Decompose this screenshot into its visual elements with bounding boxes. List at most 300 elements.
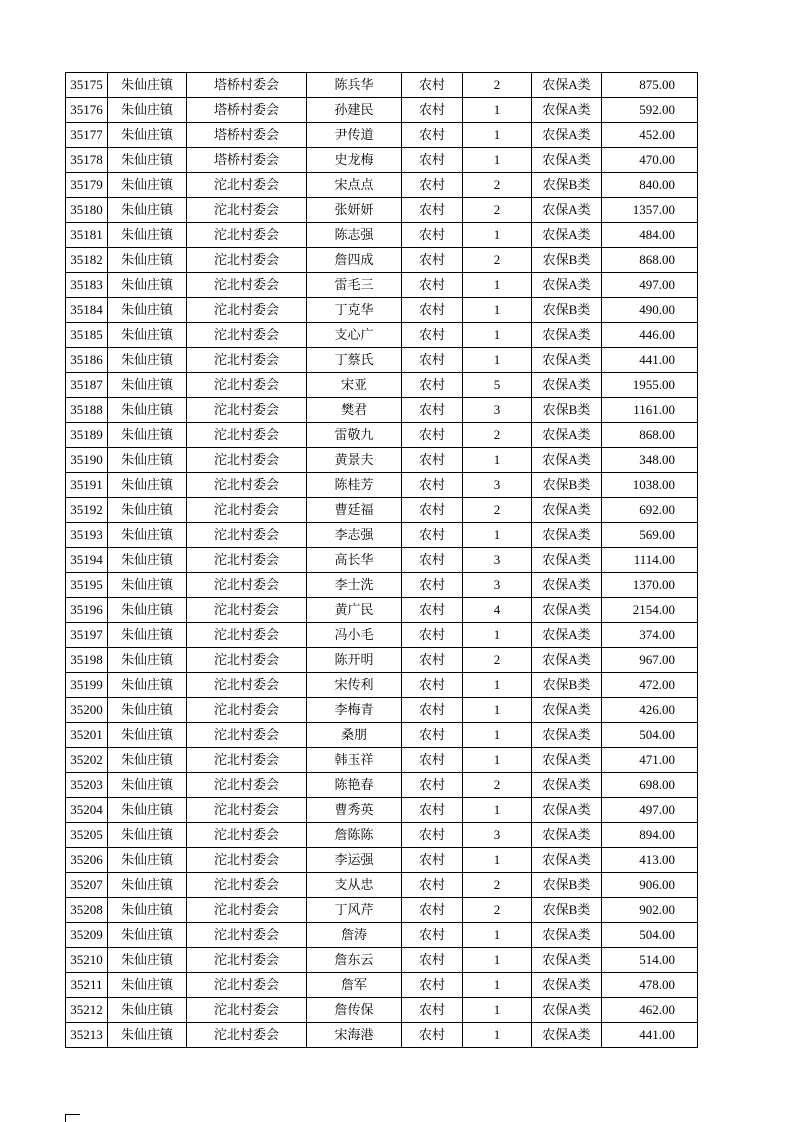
cell-amount: 472.00	[602, 673, 698, 698]
cell-residence-type: 农村	[402, 623, 463, 648]
cell-id: 35212	[66, 998, 108, 1023]
cell-person-name: 詹陈陈	[307, 823, 402, 848]
cell-village-committee: 沱北村委会	[187, 173, 307, 198]
cell-person-count: 1	[463, 698, 532, 723]
cell-id: 35186	[66, 348, 108, 373]
cell-person-name: 曹廷福	[307, 498, 402, 523]
cell-person-count: 3	[463, 473, 532, 498]
table-row	[66, 798, 698, 823]
cell-person-name: 李士洗	[307, 573, 402, 598]
cell-town: 朱仙庄镇	[108, 623, 187, 648]
table-row	[66, 423, 698, 448]
cell-person-count: 3	[463, 823, 532, 848]
cell-person-count: 3	[463, 398, 532, 423]
cell-town: 朱仙庄镇	[108, 798, 187, 823]
cell-id: 35194	[66, 548, 108, 573]
cell-town: 朱仙庄镇	[108, 973, 187, 998]
cell-town: 朱仙庄镇	[108, 448, 187, 473]
cell-residence-type: 农村	[402, 323, 463, 348]
table-row	[66, 148, 698, 173]
cell-amount: 497.00	[602, 273, 698, 298]
cell-town: 朱仙庄镇	[108, 873, 187, 898]
cell-village-committee: 沱北村委会	[187, 748, 307, 773]
cell-amount: 374.00	[602, 623, 698, 648]
cell-residence-type: 农村	[402, 748, 463, 773]
cell-person-count: 2	[463, 898, 532, 923]
cell-id: 35211	[66, 973, 108, 998]
cell-id: 35210	[66, 948, 108, 973]
cell-id: 35200	[66, 698, 108, 723]
cell-id: 35198	[66, 648, 108, 673]
cell-insurance-category: 农保B类	[532, 248, 602, 273]
table-row	[66, 373, 698, 398]
cell-insurance-category: 农保A类	[532, 948, 602, 973]
table-row	[66, 623, 698, 648]
cell-id: 35177	[66, 123, 108, 148]
cell-village-committee: 沱北村委会	[187, 373, 307, 398]
cell-person-count: 1	[463, 273, 532, 298]
cell-residence-type: 农村	[402, 998, 463, 1023]
cell-insurance-category: 农保A类	[532, 498, 602, 523]
cell-person-count: 1	[463, 673, 532, 698]
cell-insurance-category: 农保A类	[532, 1023, 602, 1048]
cell-town: 朱仙庄镇	[108, 648, 187, 673]
cell-village-committee: 沱北村委会	[187, 548, 307, 573]
cell-person-name: 黄景夫	[307, 448, 402, 473]
cell-town: 朱仙庄镇	[108, 573, 187, 598]
cell-town: 朱仙庄镇	[108, 948, 187, 973]
cell-residence-type: 农村	[402, 773, 463, 798]
cell-village-committee: 沱北村委会	[187, 273, 307, 298]
cell-town: 朱仙庄镇	[108, 248, 187, 273]
cell-person-name: 樊君	[307, 398, 402, 423]
cell-person-name: 孙建民	[307, 98, 402, 123]
cell-residence-type: 农村	[402, 298, 463, 323]
cell-id: 35207	[66, 873, 108, 898]
cell-residence-type: 农村	[402, 248, 463, 273]
cell-town: 朱仙庄镇	[108, 323, 187, 348]
cell-person-name: 陈志强	[307, 223, 402, 248]
cell-amount: 592.00	[602, 98, 698, 123]
cell-person-count: 4	[463, 598, 532, 623]
cell-insurance-category: 农保B类	[532, 298, 602, 323]
cell-insurance-category: 农保A类	[532, 73, 602, 98]
cell-person-count: 2	[463, 73, 532, 98]
cell-amount: 894.00	[602, 823, 698, 848]
cell-town: 朱仙庄镇	[108, 523, 187, 548]
cell-residence-type: 农村	[402, 198, 463, 223]
cell-amount: 470.00	[602, 148, 698, 173]
cell-village-committee: 沱北村委会	[187, 873, 307, 898]
cell-person-name: 韩玉祥	[307, 748, 402, 773]
table-row	[66, 598, 698, 623]
cell-person-count: 2	[463, 648, 532, 673]
table-body	[66, 73, 698, 1048]
cell-id: 35181	[66, 223, 108, 248]
cell-person-count: 2	[463, 498, 532, 523]
cell-town: 朱仙庄镇	[108, 848, 187, 873]
cell-town: 朱仙庄镇	[108, 173, 187, 198]
cell-amount: 1370.00	[602, 573, 698, 598]
cell-village-committee: 沱北村委会	[187, 573, 307, 598]
cell-insurance-category: 农保A类	[532, 773, 602, 798]
cell-residence-type: 农村	[402, 148, 463, 173]
table-row	[66, 523, 698, 548]
cell-insurance-category: 农保B类	[532, 173, 602, 198]
cell-residence-type: 农村	[402, 473, 463, 498]
cell-village-committee: 沱北村委会	[187, 248, 307, 273]
cell-amount: 1161.00	[602, 398, 698, 423]
cell-town: 朱仙庄镇	[108, 998, 187, 1023]
cell-residence-type: 农村	[402, 173, 463, 198]
cell-id: 35203	[66, 773, 108, 798]
table-row	[66, 698, 698, 723]
cell-person-count: 1	[463, 948, 532, 973]
cell-village-committee: 沱北村委会	[187, 498, 307, 523]
cell-person-name: 高长华	[307, 548, 402, 573]
cell-village-committee: 沱北村委会	[187, 973, 307, 998]
cell-person-name: 丁克华	[307, 298, 402, 323]
cell-person-name: 雷毛三	[307, 273, 402, 298]
cell-person-name: 詹涛	[307, 923, 402, 948]
cell-residence-type: 农村	[402, 423, 463, 448]
cell-residence-type: 农村	[402, 98, 463, 123]
cell-person-name: 李梅青	[307, 698, 402, 723]
cell-residence-type: 农村	[402, 273, 463, 298]
cell-person-count: 2	[463, 873, 532, 898]
table-row	[66, 348, 698, 373]
cell-insurance-category: 农保A类	[532, 423, 602, 448]
cell-amount: 452.00	[602, 123, 698, 148]
cell-id: 35206	[66, 848, 108, 873]
cell-amount: 875.00	[602, 73, 698, 98]
cell-person-name: 陈开明	[307, 648, 402, 673]
cell-insurance-category: 农保A类	[532, 373, 602, 398]
cell-insurance-category: 农保A类	[532, 698, 602, 723]
cell-town: 朱仙庄镇	[108, 123, 187, 148]
cell-village-committee: 沱北村委会	[187, 523, 307, 548]
cell-person-name: 丁风芹	[307, 898, 402, 923]
table-row	[66, 1023, 698, 1048]
table-row	[66, 548, 698, 573]
cell-person-count: 1	[463, 748, 532, 773]
cell-id: 35192	[66, 498, 108, 523]
cell-person-count: 1	[463, 98, 532, 123]
cell-amount: 1357.00	[602, 198, 698, 223]
cell-amount: 441.00	[602, 348, 698, 373]
cell-insurance-category: 农保A类	[532, 723, 602, 748]
table-row	[66, 648, 698, 673]
cell-person-count: 1	[463, 323, 532, 348]
table-row	[66, 473, 698, 498]
cell-insurance-category: 农保A类	[532, 998, 602, 1023]
cell-village-committee: 塔桥村委会	[187, 73, 307, 98]
table-row	[66, 273, 698, 298]
cell-person-count: 1	[463, 623, 532, 648]
table-row	[66, 973, 698, 998]
cell-town: 朱仙庄镇	[108, 923, 187, 948]
cell-town: 朱仙庄镇	[108, 773, 187, 798]
cell-amount: 906.00	[602, 873, 698, 898]
cell-insurance-category: 农保B类	[532, 873, 602, 898]
cell-residence-type: 农村	[402, 498, 463, 523]
cell-id: 35199	[66, 673, 108, 698]
cell-amount: 462.00	[602, 998, 698, 1023]
table-row	[66, 748, 698, 773]
cell-id: 35208	[66, 898, 108, 923]
cell-insurance-category: 农保A类	[532, 573, 602, 598]
cell-village-committee: 沱北村委会	[187, 298, 307, 323]
cell-town: 朱仙庄镇	[108, 98, 187, 123]
cell-village-committee: 沱北村委会	[187, 198, 307, 223]
cell-person-count: 3	[463, 573, 532, 598]
cell-residence-type: 农村	[402, 73, 463, 98]
cell-id: 35187	[66, 373, 108, 398]
table-row	[66, 723, 698, 748]
cell-amount: 2154.00	[602, 598, 698, 623]
cell-person-name: 史龙梅	[307, 148, 402, 173]
cell-town: 朱仙庄镇	[108, 823, 187, 848]
cell-village-committee: 塔桥村委会	[187, 148, 307, 173]
cell-amount: 868.00	[602, 248, 698, 273]
cell-amount: 868.00	[602, 423, 698, 448]
cell-insurance-category: 农保A类	[532, 748, 602, 773]
cell-town: 朱仙庄镇	[108, 148, 187, 173]
cell-residence-type: 农村	[402, 398, 463, 423]
cell-id: 35201	[66, 723, 108, 748]
table-row	[66, 248, 698, 273]
cell-town: 朱仙庄镇	[108, 198, 187, 223]
cell-id: 35175	[66, 73, 108, 98]
cell-village-committee: 沱北村委会	[187, 348, 307, 373]
cell-residence-type: 农村	[402, 523, 463, 548]
cell-residence-type: 农村	[402, 548, 463, 573]
cell-amount: 490.00	[602, 298, 698, 323]
table-row	[66, 98, 698, 123]
table-row	[66, 398, 698, 423]
cell-insurance-category: 农保A类	[532, 623, 602, 648]
cell-person-count: 1	[463, 298, 532, 323]
cell-amount: 426.00	[602, 698, 698, 723]
cell-village-committee: 塔桥村委会	[187, 123, 307, 148]
cell-id: 35189	[66, 423, 108, 448]
cell-residence-type: 农村	[402, 823, 463, 848]
cell-residence-type: 农村	[402, 898, 463, 923]
cell-insurance-category: 农保A类	[532, 323, 602, 348]
cell-amount: 902.00	[602, 898, 698, 923]
cell-village-committee: 沱北村委会	[187, 398, 307, 423]
cell-person-count: 1	[463, 923, 532, 948]
cell-residence-type: 农村	[402, 373, 463, 398]
cell-town: 朱仙庄镇	[108, 548, 187, 573]
cell-id: 35193	[66, 523, 108, 548]
cell-person-name: 詹传保	[307, 998, 402, 1023]
cell-insurance-category: 农保A类	[532, 848, 602, 873]
cell-person-name: 支心广	[307, 323, 402, 348]
cell-person-name: 李志强	[307, 523, 402, 548]
cell-village-committee: 沱北村委会	[187, 473, 307, 498]
cell-residence-type: 农村	[402, 723, 463, 748]
cell-amount: 569.00	[602, 523, 698, 548]
cell-town: 朱仙庄镇	[108, 898, 187, 923]
cell-person-name: 黄广民	[307, 598, 402, 623]
cell-person-name: 陈艳春	[307, 773, 402, 798]
cell-insurance-category: 农保B类	[532, 473, 602, 498]
cell-town: 朱仙庄镇	[108, 423, 187, 448]
cell-insurance-category: 农保A类	[532, 598, 602, 623]
cell-person-name: 詹东云	[307, 948, 402, 973]
cell-village-committee: 沱北村委会	[187, 323, 307, 348]
cell-person-count: 1	[463, 448, 532, 473]
cell-insurance-category: 农保A类	[532, 198, 602, 223]
cell-person-name: 李运强	[307, 848, 402, 873]
cell-id: 35184	[66, 298, 108, 323]
cell-village-committee: 沱北村委会	[187, 848, 307, 873]
cell-village-committee: 沱北村委会	[187, 448, 307, 473]
cell-amount: 413.00	[602, 848, 698, 873]
cell-insurance-category: 农保A类	[532, 923, 602, 948]
cell-residence-type: 农村	[402, 1023, 463, 1048]
cell-id: 35190	[66, 448, 108, 473]
cell-person-count: 1	[463, 148, 532, 173]
cell-insurance-category: 农保A类	[532, 273, 602, 298]
cell-amount: 471.00	[602, 748, 698, 773]
cell-person-name: 宋点点	[307, 173, 402, 198]
cell-residence-type: 农村	[402, 673, 463, 698]
cell-amount: 967.00	[602, 648, 698, 673]
cell-insurance-category: 农保A类	[532, 973, 602, 998]
cell-id: 35209	[66, 923, 108, 948]
cell-person-count: 5	[463, 373, 532, 398]
cell-village-committee: 沱北村委会	[187, 623, 307, 648]
cell-residence-type: 农村	[402, 973, 463, 998]
cell-person-count: 2	[463, 423, 532, 448]
benefits-table	[65, 72, 698, 1048]
cell-id: 35180	[66, 198, 108, 223]
cell-residence-type: 农村	[402, 348, 463, 373]
cell-village-committee: 沱北村委会	[187, 773, 307, 798]
cell-town: 朱仙庄镇	[108, 348, 187, 373]
cell-town: 朱仙庄镇	[108, 673, 187, 698]
cell-village-committee: 沱北村委会	[187, 898, 307, 923]
cell-person-count: 2	[463, 248, 532, 273]
cell-amount: 692.00	[602, 498, 698, 523]
cell-village-committee: 沱北村委会	[187, 673, 307, 698]
cell-amount: 504.00	[602, 723, 698, 748]
cell-insurance-category: 农保A类	[532, 548, 602, 573]
cell-person-count: 1	[463, 348, 532, 373]
cell-town: 朱仙庄镇	[108, 598, 187, 623]
cell-village-committee: 沱北村委会	[187, 798, 307, 823]
cell-residence-type: 农村	[402, 923, 463, 948]
cell-town: 朱仙庄镇	[108, 1023, 187, 1048]
cell-village-committee: 沱北村委会	[187, 423, 307, 448]
cell-amount: 514.00	[602, 948, 698, 973]
cell-insurance-category: 农保B类	[532, 673, 602, 698]
cell-insurance-category: 农保A类	[532, 148, 602, 173]
cell-amount: 1955.00	[602, 373, 698, 398]
table-row	[66, 448, 698, 473]
cell-town: 朱仙庄镇	[108, 298, 187, 323]
cell-person-name: 冯小毛	[307, 623, 402, 648]
table-row	[66, 848, 698, 873]
table-row	[66, 923, 698, 948]
cell-village-committee: 塔桥村委会	[187, 98, 307, 123]
table-row	[66, 123, 698, 148]
cell-person-count: 1	[463, 523, 532, 548]
cell-village-committee: 沱北村委会	[187, 948, 307, 973]
table-row	[66, 173, 698, 198]
cell-residence-type: 农村	[402, 873, 463, 898]
cell-village-committee: 沱北村委会	[187, 1023, 307, 1048]
cell-id: 35176	[66, 98, 108, 123]
cell-person-name: 詹军	[307, 973, 402, 998]
cell-amount: 348.00	[602, 448, 698, 473]
cell-residence-type: 农村	[402, 798, 463, 823]
table-row	[66, 823, 698, 848]
table-row	[66, 773, 698, 798]
cell-person-name: 宋传利	[307, 673, 402, 698]
cell-insurance-category: 农保A类	[532, 523, 602, 548]
table-row	[66, 323, 698, 348]
cell-person-name: 张妍妍	[307, 198, 402, 223]
cell-residence-type: 农村	[402, 648, 463, 673]
cell-id: 35205	[66, 823, 108, 848]
cell-town: 朱仙庄镇	[108, 698, 187, 723]
cell-town: 朱仙庄镇	[108, 498, 187, 523]
cell-person-count: 3	[463, 548, 532, 573]
cell-town: 朱仙庄镇	[108, 748, 187, 773]
cell-person-name: 丁蔡氏	[307, 348, 402, 373]
cell-insurance-category: 农保B类	[532, 398, 602, 423]
cell-person-name: 支从忠	[307, 873, 402, 898]
cell-person-count: 1	[463, 223, 532, 248]
table-row	[66, 298, 698, 323]
cell-person-name: 桑朋	[307, 723, 402, 748]
cell-village-committee: 沱北村委会	[187, 923, 307, 948]
cell-village-committee: 沱北村委会	[187, 598, 307, 623]
cell-id: 35196	[66, 598, 108, 623]
cell-person-name: 陈桂芳	[307, 473, 402, 498]
cell-amount: 1114.00	[602, 548, 698, 573]
cell-village-committee: 沱北村委会	[187, 723, 307, 748]
cell-town: 朱仙庄镇	[108, 273, 187, 298]
cell-residence-type: 农村	[402, 848, 463, 873]
cell-person-name: 宋海港	[307, 1023, 402, 1048]
cell-residence-type: 农村	[402, 123, 463, 148]
cell-person-count: 1	[463, 123, 532, 148]
cell-person-name: 詹四成	[307, 248, 402, 273]
cell-town: 朱仙庄镇	[108, 398, 187, 423]
cell-person-name: 陈兵华	[307, 73, 402, 98]
cell-town: 朱仙庄镇	[108, 473, 187, 498]
cell-insurance-category: 农保B类	[532, 898, 602, 923]
cell-village-committee: 沱北村委会	[187, 648, 307, 673]
cell-town: 朱仙庄镇	[108, 223, 187, 248]
cell-person-count: 1	[463, 1023, 532, 1048]
cell-person-name: 曹秀英	[307, 798, 402, 823]
cell-insurance-category: 农保A类	[532, 223, 602, 248]
cell-person-count: 1	[463, 848, 532, 873]
cell-insurance-category: 农保A类	[532, 823, 602, 848]
table-row	[66, 998, 698, 1023]
cell-residence-type: 农村	[402, 573, 463, 598]
cell-id: 35185	[66, 323, 108, 348]
cell-id: 35197	[66, 623, 108, 648]
cell-id: 35195	[66, 573, 108, 598]
cell-town: 朱仙庄镇	[108, 723, 187, 748]
cell-person-name: 尹传道	[307, 123, 402, 148]
